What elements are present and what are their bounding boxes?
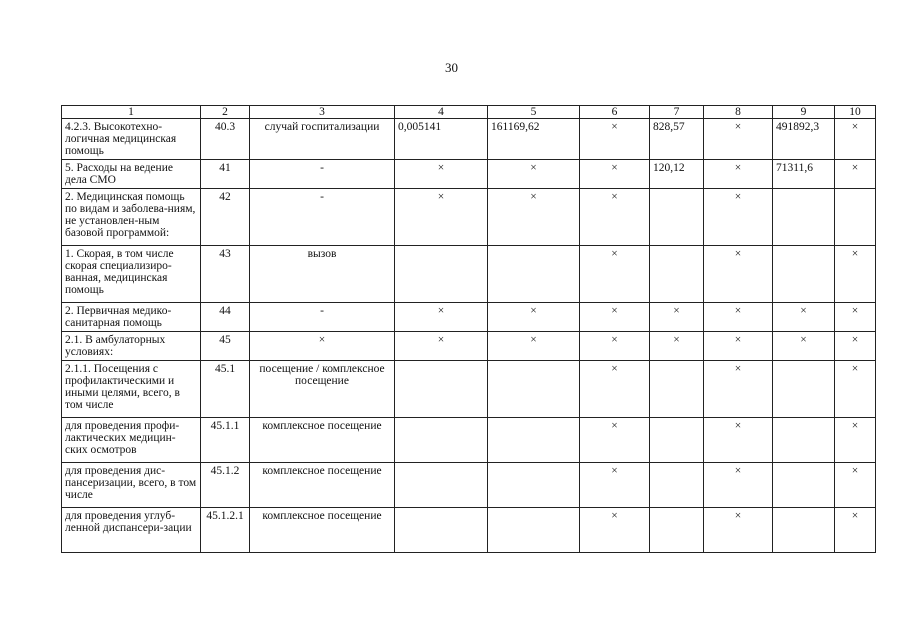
table-cell: ×	[488, 332, 580, 361]
table-cell: ×	[395, 332, 488, 361]
table-cell: ×	[704, 119, 773, 160]
table-cell	[773, 246, 835, 303]
data-table	[61, 105, 876, 553]
row-name: 4.2.3. Высокотехно-логичная медицинская помощь	[62, 119, 201, 160]
table-cell: ×	[580, 119, 650, 160]
table-cell: ×	[704, 189, 773, 246]
unit-cell: ×	[250, 332, 395, 361]
table-cell	[773, 361, 835, 418]
row-name: 2. Медицинская помощь по видам и заболева-ниям, не установлен-ным базовой программой:	[62, 189, 201, 246]
column-header: 5	[488, 106, 580, 119]
column-header: 7	[650, 106, 704, 119]
table-cell: ×	[650, 303, 704, 332]
unit-cell: -	[250, 303, 395, 332]
row-name: 2. Первичная медико-санитарная помощь	[62, 303, 201, 332]
table-row	[62, 361, 876, 418]
row-code: 40.3	[201, 119, 250, 160]
table-cell	[773, 418, 835, 463]
row-code: 43	[201, 246, 250, 303]
row-code: 45	[201, 332, 250, 361]
table-cell: ×	[580, 463, 650, 508]
table-row	[62, 303, 876, 332]
table-cell: ×	[835, 418, 876, 463]
column-header: 1	[62, 106, 201, 119]
column-header: 6	[580, 106, 650, 119]
table-cell: ×	[835, 160, 876, 189]
row-name: для проведения профи-лактических медицин-ских осмотров	[62, 418, 201, 463]
column-header: 2	[201, 106, 250, 119]
table-cell: ×	[704, 246, 773, 303]
row-code: 41	[201, 160, 250, 189]
table-cell: ×	[704, 463, 773, 508]
row-code: 44	[201, 303, 250, 332]
row-name: 5. Расходы на ведение дела СМО	[62, 160, 201, 189]
table-cell: ×	[395, 189, 488, 246]
table-cell: ×	[580, 361, 650, 418]
row-code: 45.1.2.1	[201, 508, 250, 553]
table-cell	[650, 189, 704, 246]
row-name: 1. Скорая, в том числе скорая специализиро-ванная, медицинская помощь	[62, 246, 201, 303]
table-cell: 161169,62	[488, 119, 580, 160]
table-cell	[650, 508, 704, 553]
table-cell: ×	[580, 246, 650, 303]
table-cell: ×	[395, 160, 488, 189]
unit-cell: вызов	[250, 246, 395, 303]
table-cell	[488, 418, 580, 463]
table-cell	[650, 361, 704, 418]
table-cell: ×	[704, 160, 773, 189]
table-cell	[488, 361, 580, 418]
column-header: 3	[250, 106, 395, 119]
table-cell: ×	[835, 508, 876, 553]
table-cell: ×	[835, 303, 876, 332]
table-cell: ×	[650, 332, 704, 361]
table-cell	[395, 418, 488, 463]
column-header: 8	[704, 106, 773, 119]
table-cell: 491892,3	[773, 119, 835, 160]
table-cell: ×	[704, 418, 773, 463]
row-code: 45.1.1	[201, 418, 250, 463]
row-name: 2.1. В амбулаторных условиях:	[62, 332, 201, 361]
table-cell: ×	[835, 119, 876, 160]
column-header: 4	[395, 106, 488, 119]
row-code: 45.1.2	[201, 463, 250, 508]
row-name: для проведения дис-пансеризации, всего, в том числе	[62, 463, 201, 508]
table-cell: ×	[773, 303, 835, 332]
table-cell: ×	[488, 303, 580, 332]
table-cell	[395, 361, 488, 418]
table-cell: ×	[835, 463, 876, 508]
table-cell	[650, 246, 704, 303]
row-name: 2.1.1. Посещения с профилактическими и иными целями, всего, в том числе	[62, 361, 201, 418]
table-cell: ×	[704, 508, 773, 553]
unit-cell: комплексное посещение	[250, 508, 395, 553]
table-cell: ×	[704, 332, 773, 361]
table-cell	[773, 463, 835, 508]
column-number-row	[62, 106, 876, 119]
table-cell: 828,57	[650, 119, 704, 160]
table-cell	[773, 189, 835, 246]
column-header: 9	[773, 106, 835, 119]
table-cell: ×	[580, 160, 650, 189]
row-code: 45.1	[201, 361, 250, 418]
page-number: 30	[445, 60, 458, 75]
table-cell: 120,12	[650, 160, 704, 189]
table-cell	[395, 463, 488, 508]
table-row	[62, 463, 876, 508]
row-name: для проведения углуб-ленной диспансери-зации	[62, 508, 201, 553]
table-cell: ×	[580, 332, 650, 361]
table-cell	[488, 463, 580, 508]
table-cell	[395, 246, 488, 303]
table-cell: ×	[580, 303, 650, 332]
table-row	[62, 189, 876, 246]
unit-cell: посещение / комплексное посещение	[250, 361, 395, 418]
table-row	[62, 160, 876, 189]
unit-cell: -	[250, 160, 395, 189]
table-cell: ×	[488, 189, 580, 246]
unit-cell: случай госпитализации	[250, 119, 395, 160]
table-cell	[773, 508, 835, 553]
table-cell	[650, 418, 704, 463]
table-cell	[650, 463, 704, 508]
table-cell	[835, 189, 876, 246]
row-code: 42	[201, 189, 250, 246]
table-row	[62, 332, 876, 361]
unit-cell: комплексное посещение	[250, 463, 395, 508]
table-cell	[488, 246, 580, 303]
table-row	[62, 246, 876, 303]
column-header: 10	[835, 106, 876, 119]
table-cell: ×	[835, 361, 876, 418]
unit-cell: -	[250, 189, 395, 246]
table-cell: ×	[835, 246, 876, 303]
table-cell: ×	[704, 303, 773, 332]
table-cell: ×	[488, 160, 580, 189]
table-cell: ×	[395, 303, 488, 332]
table-cell	[488, 508, 580, 553]
table-cell: ×	[580, 189, 650, 246]
table-cell	[395, 508, 488, 553]
table-row	[62, 119, 876, 160]
table-cell: ×	[704, 361, 773, 418]
table-cell: 71311,6	[773, 160, 835, 189]
table-cell: 0,005141	[395, 119, 488, 160]
table-cell: ×	[835, 332, 876, 361]
table-row	[62, 418, 876, 463]
table-cell: ×	[580, 418, 650, 463]
table-row	[62, 508, 876, 553]
table-cell: ×	[773, 332, 835, 361]
table-cell: ×	[580, 508, 650, 553]
unit-cell: комплексное посещение	[250, 418, 395, 463]
